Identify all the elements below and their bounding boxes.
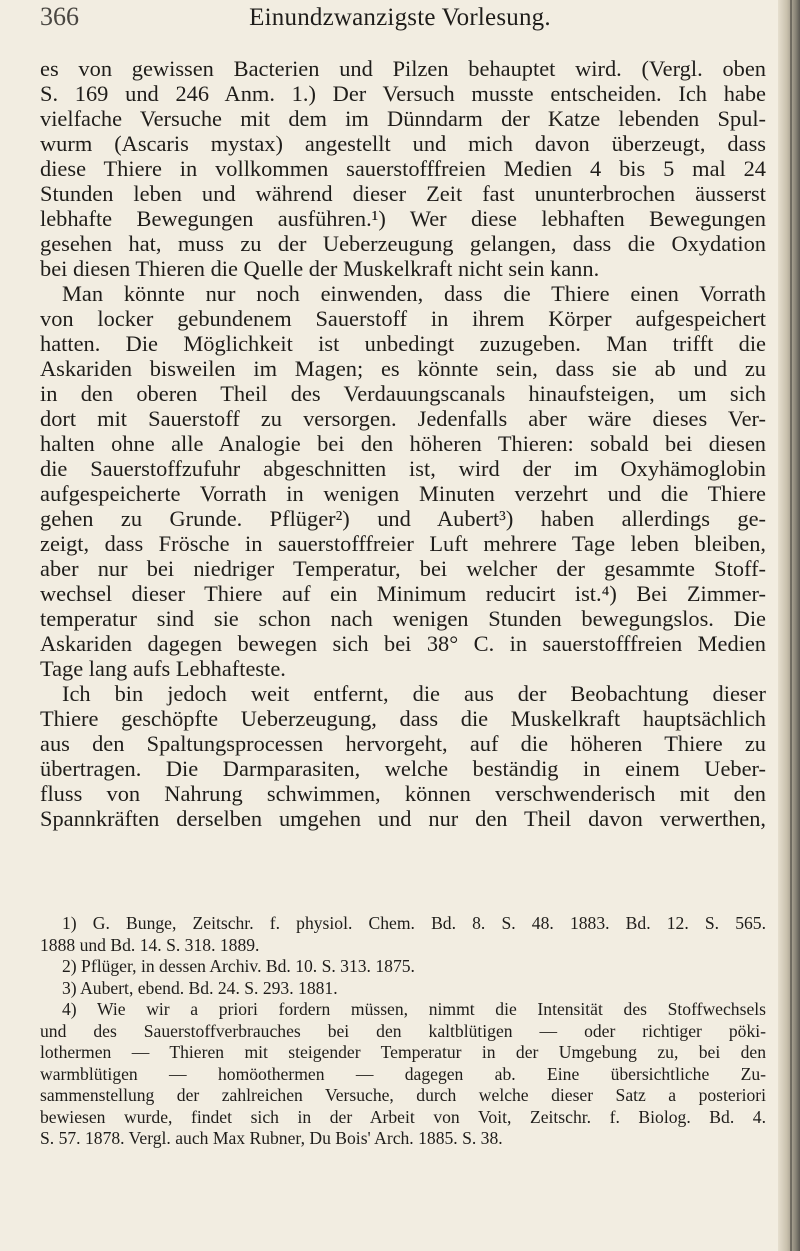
main-text-block [40,56,766,831]
text-line: es von gewissen Bacterien und Pilzen behauptet wird. (Vergl. oben [40,56,766,81]
text-line: wurm (Ascaris mystax) angestellt und mich davon überzeugt, dass [40,131,766,156]
footnote-line: 4) Wie wir a priori fordern müssen, nimmt die Intensität des Stoffwechsels [62,999,766,1019]
footnote-line: und des Sauerstoffverbrauches bei den kaltblütigen — oder richtiger pöki- [40,1020,766,1041]
footnote-line: S. 57. 1878. Vergl. auch Max Rubner, Du Bois' Arch. 1885. S. 38. [40,1128,503,1148]
footnote-line: 3) Aubert, ebend. Bd. 24. S. 293. 1881. [62,977,338,998]
text-line: die Sauerstoffzufuhr abgeschnitten ist, wird der im Oxyhämoglobin [40,456,766,481]
text-line: wechsel dieser Thiere auf ein Minimum reducirt ist.⁴) Bei Zimmer- [40,581,766,606]
footnote-line: warmblütigen — homöothermen — dagegen ab. Eine übersichtliche Zu- [40,1063,766,1084]
text-line: diese Thiere in vollkommen sauerstofffreien Medien 4 bis 5 mal 24 [40,156,766,181]
text-line: gehen zu Grunde. Pflüger²) und Aubert³) haben allerdings ge- [40,506,766,531]
text-line: Tage lang aufs Lebhafteste. [40,656,286,681]
page-number: 366 [40,2,79,31]
text-line: hatten. Die Möglichkeit ist unbedingt zuzugeben. Man trifft die [40,331,766,356]
text-line: in den oberen Theil des Verdauungscanals hinaufsteigen, um sich [40,381,766,406]
text-line: bei diesen Thieren die Quelle der Muskelkraft nicht sein kann. [40,256,600,281]
page-header [40,2,760,38]
text-line: temperatur sind sie schon nach wenigen Stunden bewegungslos. Die [40,606,766,631]
footnotes-block [40,913,766,1150]
text-line: dort mit Sauerstoff zu versorgen. Jedenfalls aber wäre dieses Ver- [40,406,766,431]
text-line: aber nur bei niedriger Temperatur, bei welcher der gesammte Stoff- [40,556,766,581]
page-binding-edge [778,0,800,1251]
text-line: von locker gebundenem Sauerstoff in ihrem Körper aufgespeichert [40,306,766,331]
text-line: Ich bin jedoch weit entfernt, die aus der Beobachtung dieser [62,681,766,706]
footnote-line: 1) G. Bunge, Zeitschr. f. physiol. Chem. Bd. 8. S. 48. 1883. Bd. 12. S. 565. [62,913,766,933]
text-line: Man könnte nur noch einwenden, dass die Thiere einen Vorrath [62,281,766,306]
text-line: fluss von Nahrung schwimmen, können verschwenderisch mit den [40,781,766,806]
text-line: Thiere geschöpfte Ueberzeugung, dass die Muskelkraft hauptsächlich [40,706,766,731]
text-line: vielfache Versuche mit dem im Dünndarm der Katze lebenden Spul- [40,106,766,131]
footnote-line: 2) Pflüger, in dessen Archiv. Bd. 10. S. 313. 1875. [62,956,415,976]
footnote-line: bewiesen wurde, findet sich in der Arbeit von Voit, Zeitschr. f. Biolog. Bd. 4. [40,1106,766,1127]
footnote-line: 1888 und Bd. 14. S. 318. 1889. [40,934,260,955]
text-line: halten ohne alle Analogie bei den höheren Thieren: sobald bei diesen [40,431,766,456]
text-line: lebhafte Bewegungen ausführen.¹) Wer diese lebhaften Bewegungen [40,206,766,231]
text-line: Stunden leben und während dieser Zeit fast ununterbrochen äusserst [40,181,766,206]
text-line: aufgespeicherte Vorrath in wenigen Minuten verzehrt und die Thiere [40,481,766,506]
footnote-line: sammenstellung der zahlreichen Versuche, durch welche dieser Satz a posteriori [40,1085,766,1105]
text-line: gesehen hat, muss zu der Ueberzeugung gelangen, dass die Oxydation [40,231,766,256]
text-line: zeigt, dass Frösche in sauerstofffreier Luft mehrere Tage leben bleiben, [40,531,766,556]
footnote-line: lothermen — Thieren mit steigender Temperatur in der Umgebung zu, bei den [40,1042,766,1062]
text-line: Askariden dagegen bewegen sich bei 38° C. in sauerstofffreien Medien [40,631,766,656]
running-head: Einundzwanzigste Vorlesung. [249,4,551,31]
text-line: Spannkräften derselben umgehen und nur den Theil davon verwerthen, [40,806,766,831]
page-binding-shadow [790,0,792,1251]
text-line: Askariden bisweilen im Magen; es könnte sein, dass sie ab und zu [40,356,766,381]
text-line: aus den Spaltungsprocessen hervorgeht, auf die höheren Thiere zu [40,731,766,756]
text-line: übertragen. Die Darmparasiten, welche beständig in einem Ueber- [40,756,766,781]
text-line: S. 169 und 246 Anm. 1.) Der Versuch musste entscheiden. Ich habe [40,81,766,106]
